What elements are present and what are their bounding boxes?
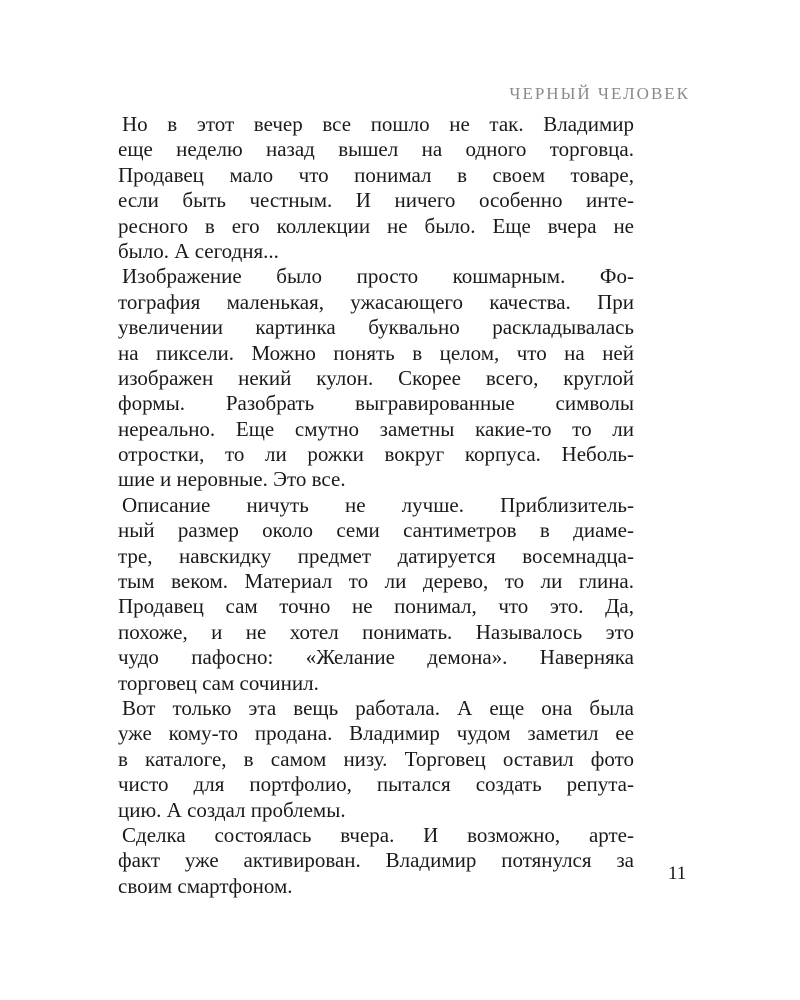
text-line: нереально. Еще смутно заметны какие-то то ли: [118, 416, 634, 441]
paragraph: [118, 112, 634, 264]
text-line: тография маленькая, ужасающего качества. При: [118, 289, 634, 314]
text-line: изображен некий кулон. Скорее всего, круглой: [118, 365, 634, 390]
text-line: Продавец мало что понимал в своем товаре,: [118, 162, 634, 187]
paragraph: [118, 264, 634, 493]
text-line: тре, навскидку предмет датируется восемнадца-: [118, 543, 634, 568]
running-head-title: ЧЕРНЫЙ ЧЕЛОВЕК: [509, 84, 690, 103]
text-line: тым веком. Материал то ли дерево, то ли глина.: [118, 569, 634, 594]
text-line: ресного в его коллекции не было. Еще вчера не: [118, 213, 634, 238]
text-line: отростки, то ли рожки вокруг корпуса. Неболь-: [118, 442, 634, 467]
text-line: Сделка состоялась вчера. И возможно, арте-: [122, 822, 634, 847]
paragraph: [118, 696, 634, 823]
text-line: уже кому-то продана. Владимир чудом заметил ее: [118, 721, 634, 746]
text-line: торговец сам сочинил.: [118, 670, 319, 695]
page-number: 11: [668, 863, 687, 884]
text-line: если быть честным. И ничего особенно инте-: [118, 188, 634, 213]
text-line: было. А сегодня...: [118, 238, 279, 263]
text-line: чудо пафосно: «Желание демона». Наверняка: [118, 645, 634, 670]
text-line: своим смартфоном.: [118, 873, 293, 898]
text-line: формы. Разобрать выгравированные символы: [118, 391, 634, 416]
text-line: похоже, и не хотел понимать. Называлось это: [118, 619, 634, 644]
text-line: на пиксели. Можно понять в целом, что на ней: [118, 340, 634, 365]
text-line: Описание ничуть не лучше. Приблизитель-: [122, 492, 634, 517]
text-line: цию. А создал проблемы.: [118, 797, 346, 822]
text-line: увеличении картинка буквально раскладывалась: [118, 315, 634, 340]
text-line: факт уже активирован. Владимир потянулся за: [118, 848, 634, 873]
text-line: ный размер около семи сантиметров в диаме-: [118, 518, 634, 543]
text-line: Изображение было просто кошмарным. Фо-: [122, 264, 634, 289]
paragraph: [118, 493, 634, 696]
text-line: Продавец сам точно не понимал, что это. Да,: [118, 594, 634, 619]
text-line: чисто для портфолио, пытался создать репута-: [118, 772, 634, 797]
text-line: еще неделю назад вышел на одного торговца.: [118, 137, 634, 162]
body-text: [118, 112, 634, 899]
text-line: Но в этот вечер все пошло не так. Владимир: [122, 112, 634, 136]
text-line: шие и неровные. Это все.: [118, 467, 346, 492]
paragraph: [118, 823, 634, 899]
text-line: Вот только эта вещь работала. А еще она была: [122, 695, 634, 720]
text-line: в каталоге, в самом низу. Торговец оставил фото: [118, 746, 634, 771]
